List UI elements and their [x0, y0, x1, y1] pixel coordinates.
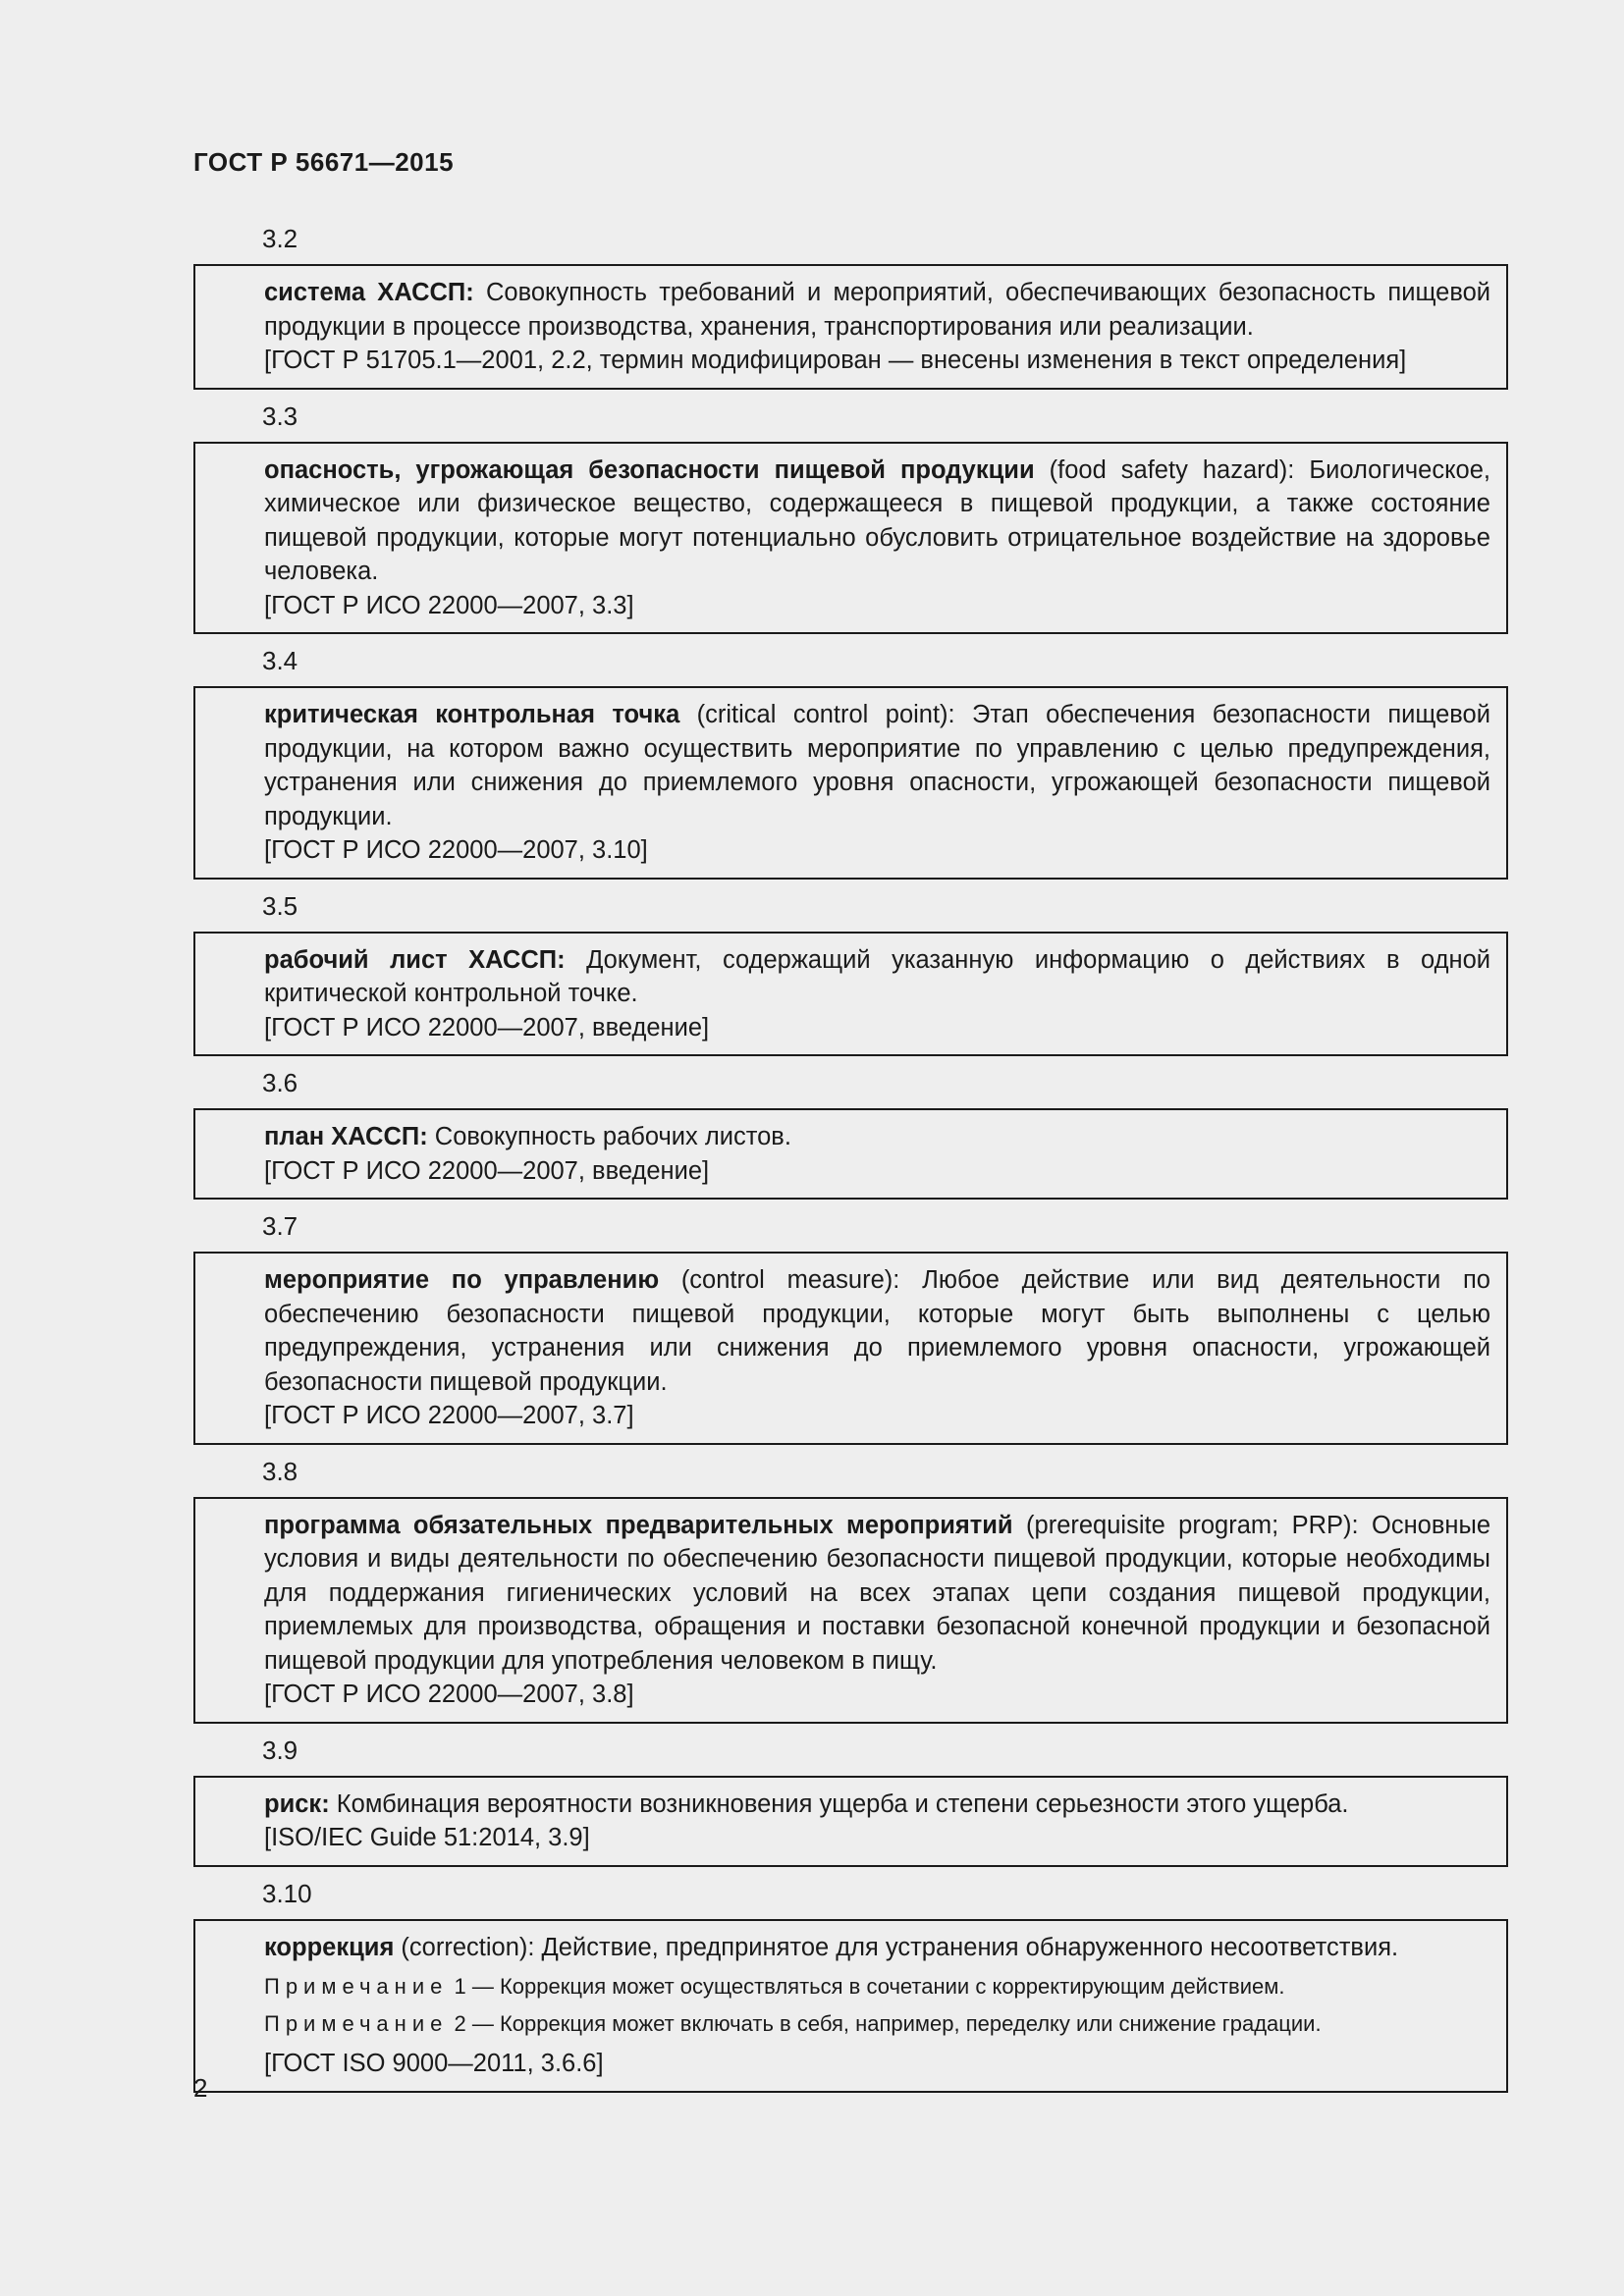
definition-body: (critical control point): Этап обеспечения безопасности пищевой продукции, на котором важно осуществить мероприятие по управлению с целью предупреждения, устранения или снижения до приемлемого уровня опасности, угрожающей безопасности пищевой продукции.	[264, 701, 1490, 830]
definition-text	[264, 1120, 1490, 1154]
page-number: 2	[193, 2073, 208, 2103]
term: мероприятие по управлению	[264, 1266, 660, 1294]
note-label: Примечание	[264, 2011, 449, 2036]
definition-text	[264, 454, 1490, 589]
source-reference: [ISO/IEC Guide 51:2014, 3.9]	[264, 1824, 590, 1851]
definition-text	[264, 1509, 1490, 1679]
definition-body: Комбинация вероятности возникновения ущерба и степени серьезности этого ущерба.	[329, 1789, 1349, 1818]
definition-box	[193, 442, 1508, 635]
source-reference: [ГОСТ ISO 9000—2011, 3.6.6]	[264, 2050, 604, 2077]
term: коррекция	[264, 1933, 395, 1961]
note	[264, 1972, 1490, 2002]
source-reference: [ГОСТ Р ИСО 22000—2007, введение]	[264, 1156, 710, 1185]
definition-box	[193, 1497, 1508, 1724]
term: система ХАССП:	[264, 279, 474, 306]
entry-number: 3.5	[262, 890, 298, 921]
definition-box	[193, 1252, 1508, 1445]
definition-box	[193, 264, 1508, 390]
definition-text	[264, 698, 1490, 833]
term: программа обязательных предварительных мероприятий	[264, 1511, 1013, 1539]
definition-body: Документ, содержащий указанную информацию о действиях в одной критической контрольной точке.	[264, 945, 1491, 1007]
definition-box	[193, 932, 1508, 1057]
source-reference: [ГОСТ Р ИСО 22000—2007, 3.7]	[264, 1402, 634, 1429]
definitions-list	[193, 222, 1508, 2103]
source-reference: [ГОСТ Р ИСО 22000—2007, 3.3]	[264, 591, 634, 619]
term: рабочий лист ХАССП:	[264, 945, 566, 974]
definition-body: (food safety hazard): Биологическое, химическое или физическое вещество, содержащееся в пищевой продукции, а также состояние пищевой продукции, которые могут потенциально обусловить отрицательное воздействие на здоровье человека.	[264, 455, 1490, 585]
definition-text	[264, 943, 1490, 1011]
definition-body: Совокупность требований и мероприятий, обеспечивающих безопасность пищевой продукции в процессе производства, хранения, транспортирования или реализации.	[264, 279, 1491, 341]
definition-text	[264, 1263, 1490, 1399]
entry-number: 3.7	[262, 1211, 298, 1241]
definition-box	[193, 1919, 1508, 2093]
term: критическая контрольная точка	[264, 701, 680, 728]
source-reference: [ГОСТ Р ИСО 22000—2007, 3.10]	[264, 836, 648, 864]
source-reference: [ГОСТ Р ИСО 22000—2007, 3.8]	[264, 1681, 634, 1708]
entry-number: 3.3	[262, 400, 298, 431]
note-text: — Коррекция может осуществляться в сочетании с корректирующим действием.	[465, 1974, 1285, 1999]
entry-number: 3.8	[262, 1456, 298, 1486]
definition-body: (prerequisite program; PRP): Основные условия и виды деятельности по обеспечению безопасности пищевой продукции, которые необходимы для поддержания гигиенических условий на всех этапах цепи создания пищевой продукции, приемлемых для производства, обращения и поставки безопасной конечной продукции и безопасной пищевой продукции для употребления человеком в пищу.	[264, 1511, 1490, 1675]
note-number: 2	[454, 2011, 466, 2036]
definition-box	[193, 1776, 1508, 1867]
source-reference: [ГОСТ Р 51705.1—2001, 2.2, термин модифицирован — внесены изменения в текст определения]	[264, 347, 1407, 374]
term: опасность, угрожающая безопасности пищевой продукции	[264, 455, 1035, 484]
entry-number: 3.9	[262, 1735, 298, 1765]
term: план ХАССП:	[264, 1123, 428, 1150]
definition-text	[264, 1788, 1490, 1822]
definition-body: Совокупность рабочих листов.	[427, 1123, 791, 1150]
definition-body: (correction): Действие, предпринятое для устранения обнаруженного несоответствия.	[394, 1933, 1399, 1961]
note	[264, 2009, 1490, 2039]
entry-number: 3.4	[262, 646, 298, 675]
document-header: ГОСТ Р 56671—2015	[193, 147, 455, 177]
source-reference: [ГОСТ Р ИСО 22000—2007, введение]	[264, 1013, 710, 1041]
definition-box	[193, 686, 1508, 880]
note-text: — Коррекция может включать в себя, например, переделку или снижение градации.	[465, 2011, 1322, 2036]
term: риск:	[264, 1789, 330, 1818]
note-label: Примечание	[264, 1974, 449, 1999]
definition-text	[264, 1931, 1490, 1965]
definition-box	[193, 1108, 1508, 1200]
entry-number: 3.10	[262, 1878, 312, 1908]
note-number: 1	[454, 1974, 466, 1999]
entry-number: 3.2	[262, 224, 298, 253]
definition-body: (control measure): Любое действие или вид деятельности по обеспечению безопасности пищевой продукции, которые могут быть выполнены с целью предупреждения, устранения или снижения до приемлемого уровня опасности, угрожающей безопасности пищевой продукции.	[264, 1266, 1490, 1396]
entry-number: 3.6	[262, 1068, 298, 1097]
definition-text	[264, 276, 1490, 344]
